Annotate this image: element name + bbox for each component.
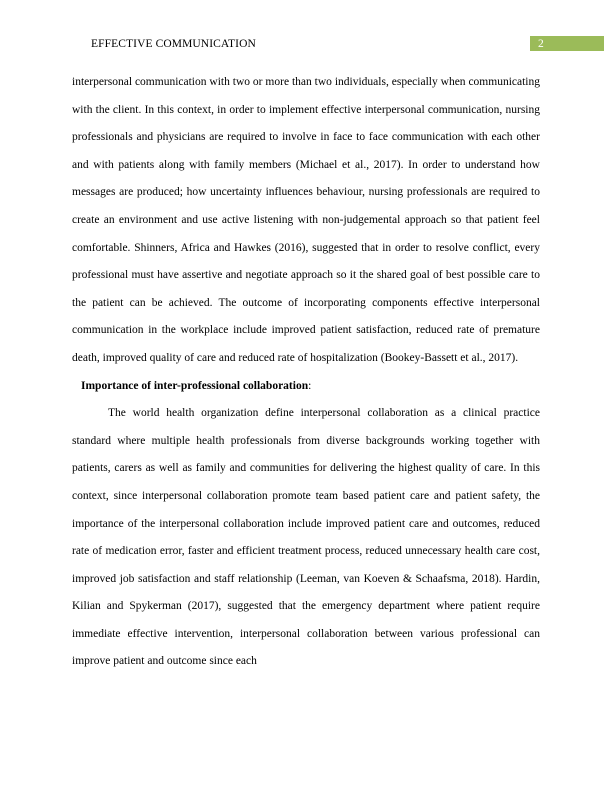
- page-number-box: [530, 36, 604, 51]
- paragraph-interprofessional-collaboration: The world health organization define interpersonal collaboration as a clinical practice standard where multiple health professionals from diverse backgrounds working together with patients, carers as well as family and communities for delivering the highest quality of care. In this context, since interpersonal collaboration promote team based patient care and patient safety, the importance of the interpersonal collaboration include improved patient care and outcomes, reduced rate of medication error, faster and efficient treatment process, reduced unnecessary health care cost, improved job satisfaction and staff relationship (Leeman, van Koeven & Schaafsma, 2018). Hardin, Kilian and Spykerman (2017), suggested that the emergency department where patient require immediate effective intervention, interpersonal collaboration between various professional can improve patient and outcome since each: [72, 407, 540, 668]
- page-header: [0, 36, 612, 52]
- document-body: [72, 69, 540, 676]
- paragraph-interpersonal-communication: interpersonal communication with two or more than two individuals, especially when communicating with the client. In this context, in order to implement effective interpersonal communication, nursing professionals and physicians are required to involve in face to face communication with each other and with patients along with family members (Michael et al., 2017). In order to understand how messages are produced; how uncertainty influences behaviour, nursing professionals are required to create an environment and use active listening with non-judgemental approach so that patient feel comfortable. Shinners, Africa and Hawkes (2016), suggested that in order to resolve conflict, every professional must have assertive and negotiate approach so it the shared goal of best possible care to the patient can be achieved. The outcome of incorporating components effective interpersonal communication in the workplace include improved patient satisfaction, reduced rate of premature death, improved quality of care and reduced rate of hospitalization (Bookey-Bassett et al., 2017).: [72, 76, 540, 364]
- page-number: 2: [538, 38, 544, 50]
- section-heading: [72, 373, 540, 401]
- section-heading-text: Importance of inter-professional collaboration: [81, 379, 309, 392]
- running-head: EFFECTIVE COMMUNICATION: [91, 38, 256, 50]
- section-heading-colon: :: [308, 379, 312, 392]
